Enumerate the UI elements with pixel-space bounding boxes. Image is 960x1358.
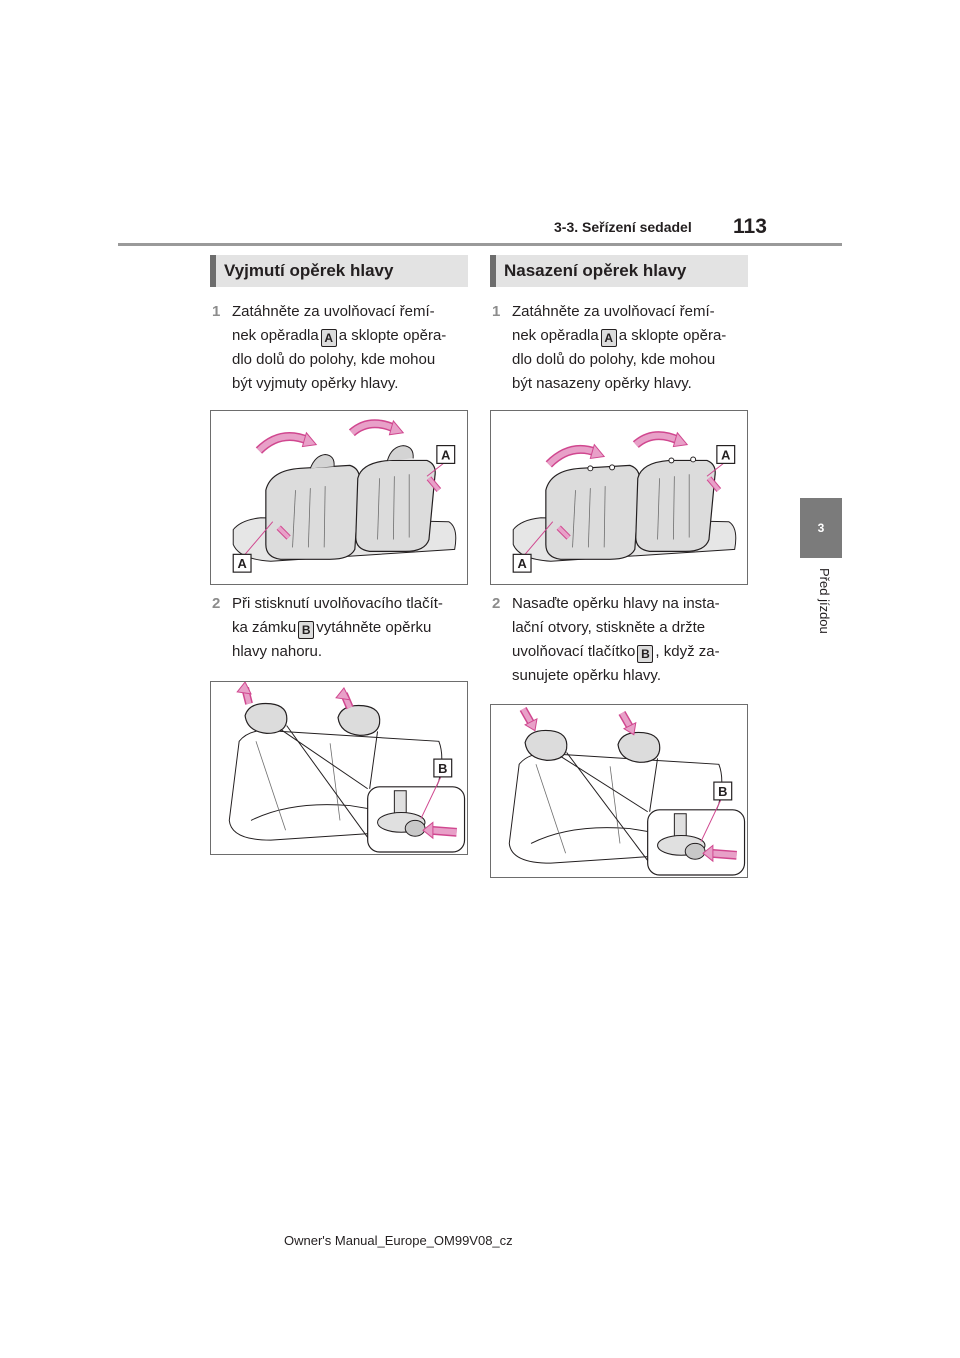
step-text: uvolňovací tlačítko — [512, 643, 636, 660]
step-number: 2 — [492, 595, 501, 612]
step-text: nek opěradla — [232, 327, 319, 344]
step-line: sunujete opěrku hlavy. — [512, 667, 661, 684]
page-number: 113 — [733, 215, 767, 238]
key-badge-a: A — [321, 329, 337, 347]
heading-text: Nasazení opěrek hlavy — [504, 261, 687, 280]
step-line: Zatáhněte za uvolňovací řemí- — [232, 303, 435, 320]
step-text: vytáhněte opěrku — [316, 619, 432, 636]
section-title: 3-3. Seřízení sedadel — [554, 219, 692, 235]
step-number: 2 — [212, 595, 221, 612]
key-badge-b: B — [298, 621, 314, 639]
step-1-install — [492, 300, 754, 396]
step-line: lační otvory, stiskněte a držte — [512, 619, 706, 636]
step-line: hlavy nahoru. — [232, 643, 323, 660]
callout-label-a: A — [237, 556, 247, 572]
step-line: být vyjmuty opěrky hlavy. — [232, 375, 399, 392]
step-line: Nasaďte opěrku hlavy na insta- — [512, 595, 720, 612]
step-line — [492, 640, 754, 664]
key-badge-b: B — [637, 645, 653, 663]
callout-label-a: A — [721, 447, 731, 463]
chapter-title: Před jízdou — [817, 568, 832, 634]
step-line: Zatáhněte za uvolňovací řemí- — [512, 303, 715, 320]
step-number: 1 — [212, 303, 221, 320]
step-text: a sklopte opěra- — [338, 327, 447, 344]
step-line — [212, 324, 474, 348]
step-text: , když za- — [655, 643, 720, 660]
chapter-number: 3 — [817, 521, 825, 535]
step-1-remove — [212, 300, 474, 396]
step-line: dlo dolů do polohy, kde mohou — [232, 351, 436, 368]
chapter-tab — [800, 498, 842, 558]
seat-fold-illustration — [491, 411, 747, 584]
callout-label-b: B — [718, 783, 728, 799]
figure-pull-headrest — [210, 681, 468, 855]
step-text: nek opěradla — [512, 327, 599, 344]
step-2-install — [492, 592, 754, 688]
footer-document-id: Owner's Manual_Europe_OM99V08_cz — [284, 1233, 513, 1248]
figure-insert-headrest — [490, 704, 748, 878]
header-rule — [118, 243, 842, 246]
headrest-install-illustration — [491, 705, 747, 877]
seat-fold-illustration — [211, 411, 467, 584]
figure-fold-seatback-remove — [210, 410, 468, 585]
step-line — [212, 616, 474, 640]
heading-text: Vyjmutí opěrek hlavy — [224, 261, 394, 280]
step-2-remove — [212, 592, 474, 664]
figure-fold-seatback-install — [490, 410, 748, 585]
headrest-removal-illustration — [211, 682, 467, 854]
heading-install-headrests — [490, 255, 748, 287]
step-text: a sklopte opěra- — [618, 327, 727, 344]
callout-label-a: A — [517, 556, 527, 572]
step-line: dlo dolů do polohy, kde mohou — [512, 351, 716, 368]
key-badge-a: A — [601, 329, 617, 347]
step-line — [492, 324, 754, 348]
step-line: být nasazeny opěrky hlavy. — [512, 375, 692, 392]
step-text: ka zámku — [232, 619, 297, 636]
callout-label-b: B — [438, 760, 448, 776]
heading-remove-headrests — [210, 255, 468, 287]
step-number: 1 — [492, 303, 501, 320]
callout-label-a: A — [441, 447, 451, 463]
step-line: Při stisknutí uvolňovacího tlačít- — [232, 595, 443, 612]
